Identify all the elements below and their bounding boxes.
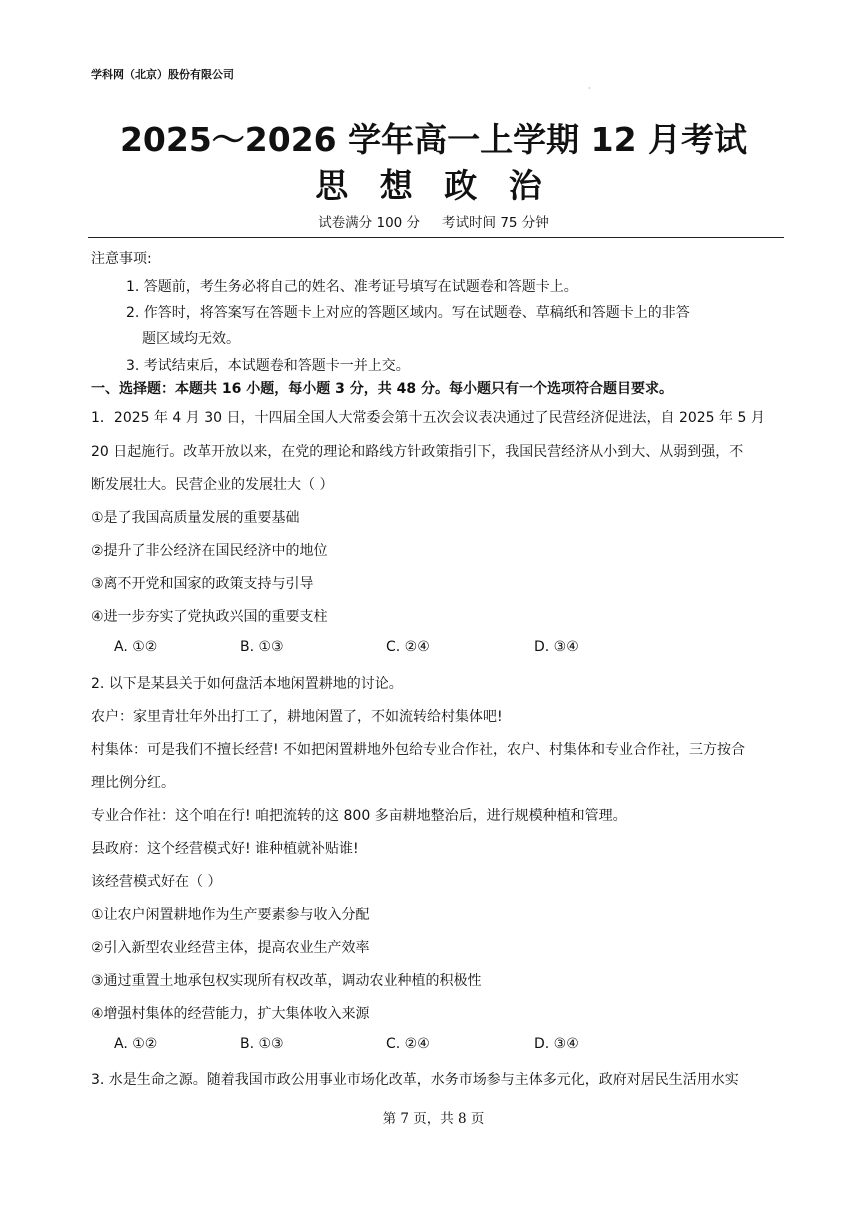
q1-option-4: ④进一步夯实了党执政兴国的重要支柱 [91,609,328,625]
q2-choice-d: D. ③④ [534,1036,579,1052]
q1-choice-b: B. ①③ [240,639,284,655]
page-number: 第 7 页，共 8 页 [382,1111,485,1127]
q2-stem-line-3: 村集体：可是我们不擅长经营! 不如把闲置耕地外包给专业合作社，农户、村集体和专业合作社，三方按合 [91,742,746,758]
section-heading: 一、选择题：本题共 16 小题，每小题 3 分，共 48 分。每小题只有一个选项符合题目要求。 [91,381,673,397]
time-info: 考试时间 75 分钟 [442,215,549,231]
subject-title: 思 想 政 治 [315,166,552,205]
q1-option-2: ②提升了非公经济在国民经济中的地位 [91,543,328,559]
q2-option-2: ②引入新型农业经营主体，提高农业生产效率 [91,940,370,956]
q2-stem-line-5: 专业合作社：这个咱在行! 咱把流转的这 800 多亩耕地整治后，进行规模种植和管理。 [91,808,627,824]
q2-stem-line-4: 理比例分红。 [91,775,175,791]
notes-item-3: 3. 考试结束后，本试题卷和答题卡一并上交。 [126,358,410,374]
q1-stem-line-2: 20 日起施行。改革开放以来，在党的理论和路线方针政策指引下，我国民营经济从小到大、从弱到强，不 [91,444,744,460]
q1-choice-d: D. ③④ [534,639,579,655]
notes-item-2-line-1: 2. 作答时，将答案写在答题卡上对应的答题区域内。写在试题卷、草稿纸和答题卡上的非答 [126,305,690,321]
q1-option-1: ①是了我国高质量发展的重要基础 [91,510,300,526]
publisher-name: 学科网（北京）股份有限公司 [91,68,234,81]
q2-stem-line-1: 2. 以下是某县关于如何盘活本地闲置耕地的讨论。 [91,676,403,692]
score-info: 试卷满分 100 分 [318,215,421,231]
exam-info [0,211,867,231]
q1-option-3: ③离不开党和国家的政策支持与引导 [91,576,314,592]
q1-choice-c: C. ②④ [386,639,430,655]
scan-dot: · [588,84,591,93]
notes-heading: 注意事项: [91,251,152,267]
q2-choice-a: A. ①② [114,1036,158,1052]
q2-stem-line-2: 农户：家里青壮年外出打工了，耕地闲置了，不如流转给村集体吧! [91,709,503,725]
q2-choice-c: C. ②④ [386,1036,430,1052]
q1-choice-a: A. ①② [114,639,158,655]
q2-choice-b: B. ①③ [240,1036,284,1052]
exam-title: 2025～2026 学年高一上学期 12 月考试 [119,120,748,159]
header-divider [88,237,784,238]
q2-stem-line-6: 县政府：这个经营模式好! 谁种植就补贴谁! [91,841,359,857]
q2-option-1: ①让农户闲置耕地作为生产要素参与收入分配 [91,907,370,923]
q3-stem-line-1: 3. 水是生命之源。随着我国市政公用事业市场化改革，水务市场参与主体多元化，政府对居民生活用水实 [91,1072,739,1088]
q2-stem-line-7: 该经营模式好在（ ） [91,874,222,890]
notes-item-1: 1. 答题前，考生务必将自己的姓名、准考证号填写在试题卷和答题卡上。 [126,279,578,295]
q2-option-3: ③通过重置土地承包权实现所有权改革，调动农业种植的积极性 [91,973,482,989]
notes-item-2-line-2: 题区域均无效。 [142,331,240,347]
q1-stem-line-3: 断发展壮大。民营企业的发展壮大（ ） [91,477,334,493]
q1-stem-line-1: 1．2025 年 4 月 30 日，十四届全国人大常委会第十五次会议表决通过了民营经济促进法，自 2025 年 5 月 [91,410,765,426]
q2-option-4: ④增强村集体的经营能力，扩大集体收入来源 [91,1006,370,1022]
